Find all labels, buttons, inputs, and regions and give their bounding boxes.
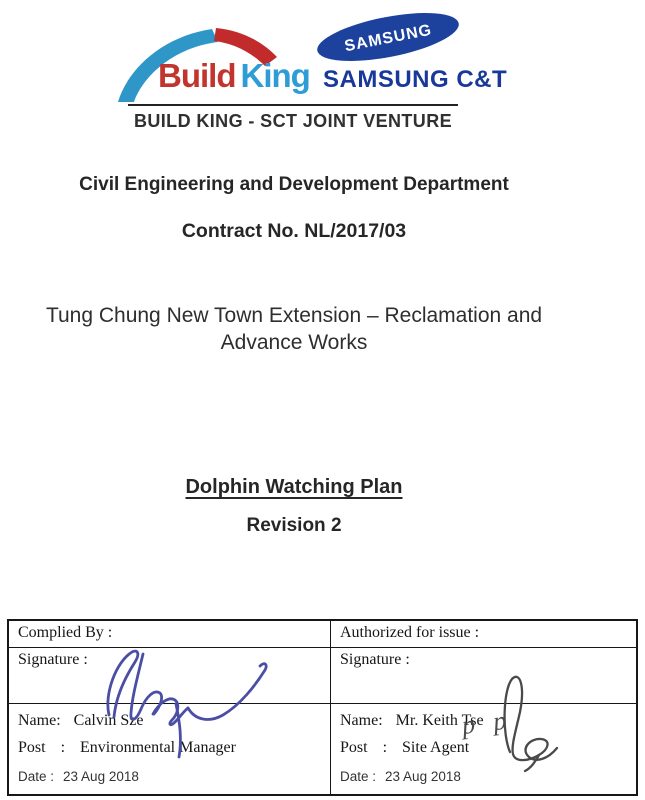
name-row	[18, 712, 321, 730]
project-title-line2: Advance Works	[220, 331, 368, 354]
date-row	[18, 769, 321, 784]
pp-annotation: p p	[460, 705, 514, 740]
name-label: Name:	[18, 712, 61, 729]
samsung-oval-logo-icon	[312, 8, 464, 66]
post-row	[340, 739, 627, 757]
date-row	[340, 769, 627, 784]
department-heading: Civil Engineering and Development Department	[79, 174, 509, 195]
date-value: 23 Aug 2018	[385, 769, 461, 784]
details-cell-left	[9, 704, 331, 794]
document-title	[0, 476, 588, 499]
approval-table	[7, 619, 638, 796]
name-row	[340, 712, 627, 730]
samsung-oval-text: SAMSUNG	[343, 21, 434, 56]
date-label: Date :	[340, 769, 377, 784]
samsung-ct-wordmark: SAMSUNG C&T	[323, 66, 508, 93]
document-title-text: Dolphin Watching Plan	[185, 476, 403, 498]
project-title	[0, 302, 588, 356]
post-label: Post	[18, 739, 46, 756]
signature-cell-left: Signature :	[9, 648, 331, 704]
revision-label: Revision 2	[246, 515, 342, 536]
date-value: 23 Aug 2018	[63, 769, 139, 784]
name-value: Mr. Keith Tse	[395, 712, 484, 729]
buildking-wordmark-build: Build	[158, 57, 236, 94]
name-value: Calvin Sze	[73, 712, 144, 729]
buildking-wordmark	[158, 56, 310, 96]
signature-cell-right: Signature :	[331, 648, 636, 704]
post-row	[18, 739, 321, 757]
authorized-header-cell: Authorized for issue :	[331, 621, 636, 648]
contract-number-heading: Contract No. NL/2017/03	[181, 220, 407, 242]
project-title-line1: Tung Chung New Town Extension – Reclamation and	[45, 304, 543, 327]
complied-by-header-cell: Complied By :	[9, 621, 331, 648]
date-label: Date :	[18, 769, 55, 784]
post-colon: :	[60, 739, 66, 756]
post-colon: :	[382, 739, 388, 756]
joint-venture-banner: BUILD KING - SCT JOINT VENTURE	[133, 111, 452, 131]
name-label: Name:	[340, 712, 383, 729]
post-value: Environmental Manager	[80, 739, 236, 756]
details-cell-right	[331, 704, 636, 794]
post-value: Site Agent	[402, 739, 470, 756]
post-label: Post	[340, 739, 368, 756]
logo-divider-rule	[128, 104, 458, 106]
buildking-wordmark-king: King	[240, 57, 310, 94]
